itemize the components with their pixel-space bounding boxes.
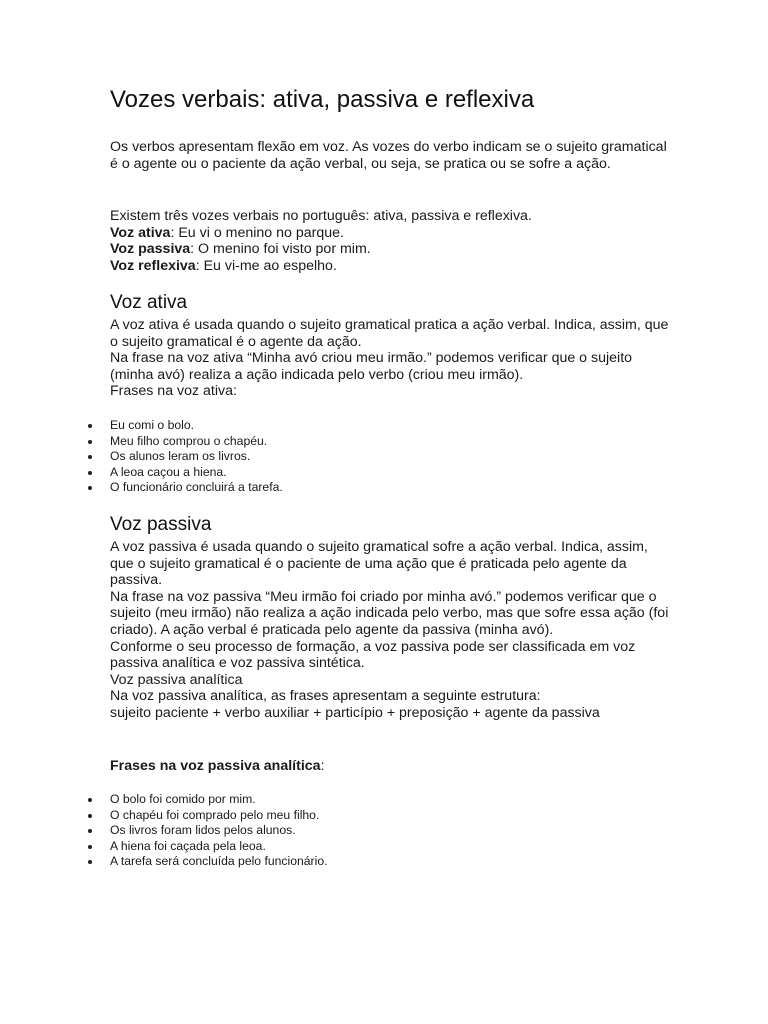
list-item: O bolo foi comido por mim.: [110, 792, 670, 808]
section-heading: Voz ativa: [110, 292, 188, 313]
list-item: A leoa caçou a hiena.: [110, 465, 670, 481]
example-text: : Eu vi-me ao espelho.: [195, 257, 337, 274]
section-heading: Voz passiva: [110, 514, 212, 535]
passiva-paragraph-2: Na frase na voz passiva “Meu irmão foi criado por minha avó.” podemos verificar que o sujeito (meu irmão) não realiza a ação indicada pelo verbo, mas que sofre essa ação (foi criado). A ação verbal é praticada pelo agente da passiva (minha avó).: [110, 588, 669, 638]
list-item: Meu filho comprou o chapéu.: [110, 434, 670, 450]
list-item: Os alunos leram os livros.: [110, 449, 670, 465]
list-item: A tarefa será concluída pelo funcionário.: [110, 854, 670, 870]
analitica-text: Na voz passiva analítica, as frases apresentam a seguinte estrutura:: [110, 688, 541, 705]
passiva-list-container: [110, 792, 670, 870]
frases-label: [110, 758, 670, 775]
example-label: Voz ativa: [110, 224, 171, 241]
passiva-paragraph-1: A voz passiva é usada quando o sujeito gramatical sofre a ação verbal. Indica, assim, que o sujeito gramatical é o paciente de uma ação que é praticada pelo agente da passiva.: [110, 539, 648, 589]
ativa-paragraph-2: Na frase na voz ativa “Minha avó criou meu irmão.” podemos verificar que o sujeito (minha avó) realiza a ação indicada pelo verbo (criou meu irmão).: [110, 350, 633, 383]
intro-paragraph: Os verbos apresentam flexão em voz. As vozes do verbo indicam se o sujeito gramatical é o agente ou o paciente da ação verbal, ou seja, se pratica ou se sofre a ação.: [110, 139, 667, 172]
example-label: Voz passiva: [110, 241, 191, 258]
list-item: Os livros foram lidos pelos alunos.: [110, 823, 670, 839]
example-text: : Eu vi o menino no parque.: [170, 224, 344, 241]
ativa-list-intro: Frases na voz ativa:: [110, 383, 237, 400]
section-voz-ativa: [110, 292, 670, 314]
frases-label-bold: Frases na voz passiva analítica: [110, 758, 321, 774]
ativa-paragraph-1: A voz ativa é usada quando o sujeito gramatical pratica a ação verbal. Indica, assim, que o sujeito gramatical é o agente da ação.: [110, 317, 669, 350]
three-voices-text: Existem três vozes verbais no português: ativa, passiva e reflexiva.: [110, 208, 532, 224]
list-item: A hiena foi caçada pela leoa.: [110, 839, 670, 855]
structure-formula: sujeito paciente + verbo auxiliar + particípio + preposição + agente da passiva: [110, 704, 600, 721]
analitica-title: Voz passiva analítica: [110, 671, 243, 688]
ativa-body: [110, 317, 670, 400]
section-voz-passiva: [110, 514, 670, 536]
page-title: Vozes verbais: ativa, passiva e reflexiva: [110, 86, 535, 113]
passiva-list: [110, 792, 670, 870]
ativa-list: [110, 418, 670, 496]
passiva-paragraph-3: Conforme o seu processo de formação, a voz passiva pode ser classificada em voz passiva analítica e voz passiva sintética.: [110, 638, 636, 672]
example-ativa: [110, 225, 670, 242]
frases-analitica-label: [110, 758, 670, 775]
voices-summary: [110, 208, 670, 274]
list-item: O funcionário concluirá a tarefa.: [110, 480, 670, 496]
example-reflexiva: [110, 258, 670, 275]
example-text: : O menino foi visto por mim.: [190, 241, 371, 258]
passiva-body: [110, 539, 670, 722]
list-item: Eu comi o bolo.: [110, 418, 670, 434]
frases-label-colon: :: [320, 758, 325, 774]
ativa-list-container: [110, 418, 670, 496]
list-item: O chapéu foi comprado pelo meu filho.: [110, 808, 670, 824]
example-label: Voz reflexiva: [110, 257, 196, 274]
example-passiva: [110, 241, 670, 258]
intro-section: [110, 139, 670, 172]
